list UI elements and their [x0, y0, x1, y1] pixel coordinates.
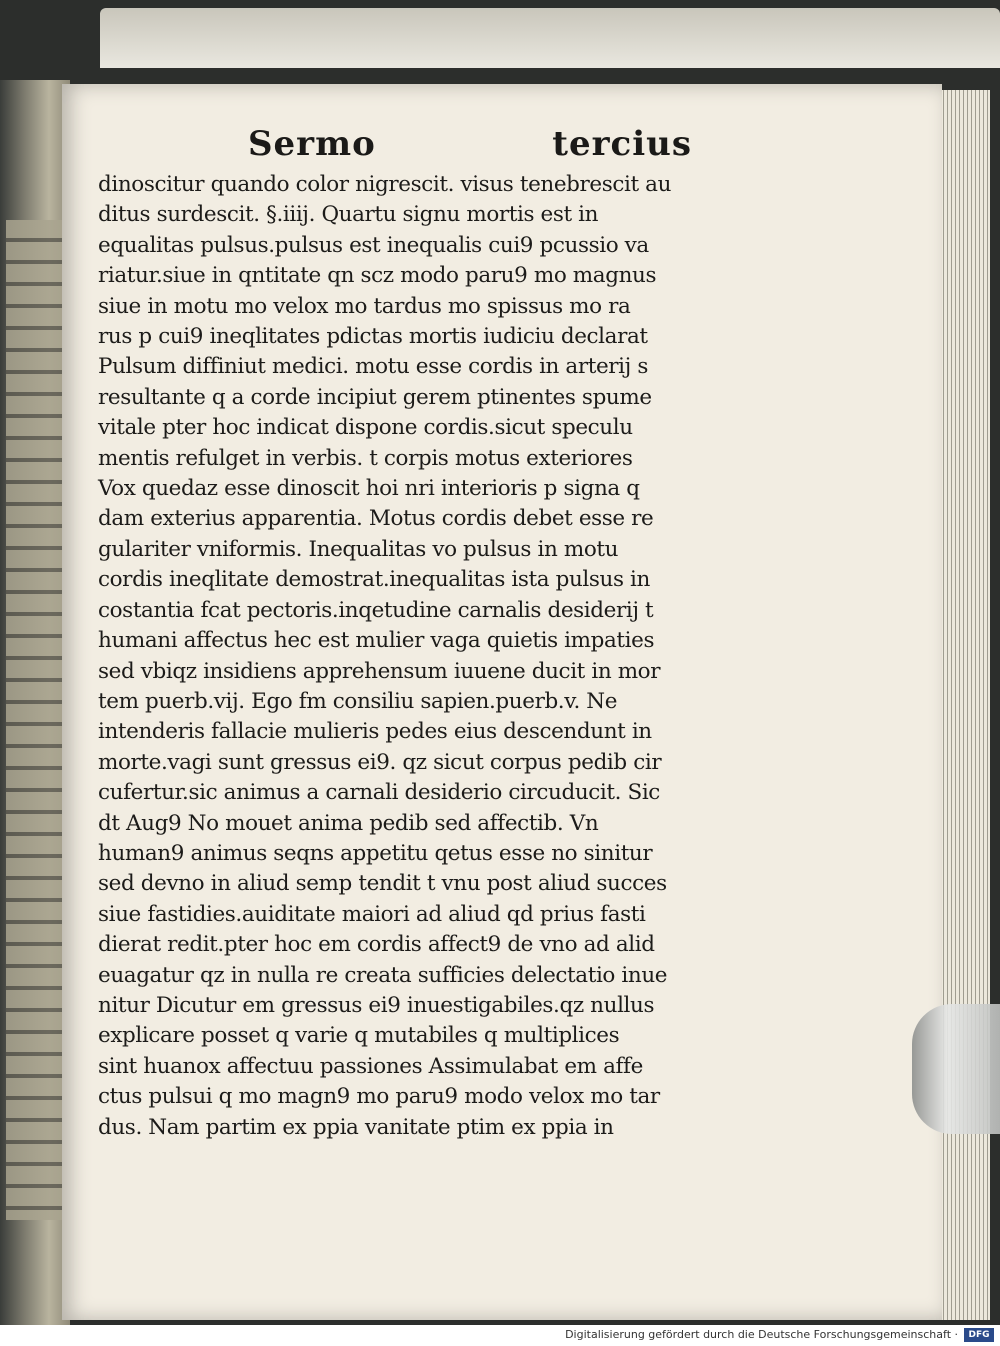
text-line: ditus surdescit. §.iiij. Quartu signu mortis est in [98, 202, 599, 228]
text-line: sed vbiqz insidiens apprehensum iuuene ducit in mor [98, 658, 661, 684]
text-line: tem puerb.vij. Ego fm consiliu sapien.puerb.v. Ne [98, 688, 618, 714]
text-line: riatur.siue in qntitate qn scz modo paru9 mo magnus [98, 263, 657, 289]
book-top-edge [100, 8, 1000, 68]
footer-credit: Digitalisierung gefördert durch die Deutsche Forschungsgemeinschaft · [565, 1328, 958, 1341]
text-line: cufertur.sic animus a carnali desiderio circuducit. Sic [98, 780, 660, 806]
text-line: siue fastidies.auiditate maiori ad aliud qd prius fasti [98, 901, 646, 927]
heading-right: tercius [552, 124, 692, 164]
facing-page-text-strip [6, 220, 66, 1220]
text-line: rus p cui9 ineqlitates pdictas mortis iudiciu declarat [98, 324, 648, 350]
text-line: humani affectus hec est mulier vaga quietis impaties [98, 628, 655, 654]
text-line: human9 animus seqns appetitu qetus esse no sinitur [98, 840, 653, 866]
text-line: dinoscitur quando color nigrescit. visus tenebrescit au [98, 172, 672, 197]
text-line: cordis ineqlitate demostrat.inequalitas ista pulsus in [98, 567, 650, 593]
text-line: Vox quedaz esse dinoscit hoi nri interioris p signa q [98, 476, 640, 502]
text-line: vitale pter hoc indicat dispone cordis.sicut speculu [98, 415, 633, 441]
text-line: mentis refulget in verbis. t corpis motus exteriores [98, 445, 633, 471]
footer-bar [0, 1325, 1000, 1346]
text-line: intenderis fallacie mulieris pedes eius descendunt in [98, 719, 652, 745]
text-line: siue in motu mo velox mo tardus mo spissus mo ra [98, 293, 631, 319]
text-line: gulariter vniformis. Inequalitas vo pulsus in motu [98, 536, 619, 562]
facing-page-edge [0, 80, 70, 1325]
page-text [98, 124, 812, 1143]
text-line: sint huanox affectuu passiones Assimulabat em affe [98, 1053, 643, 1079]
page-clip [912, 1004, 1000, 1134]
text-line: resultante q a corde incipiut gerem ptinentes spume [98, 384, 652, 410]
text-line: morte.vagi sunt gressus ei9. qz sicut corpus pedib cir [98, 749, 662, 775]
dfg-logo-icon: DFG [964, 1328, 994, 1342]
text-block [98, 170, 812, 1143]
text-line: dt Aug9 No mouet anima pedib sed affectib. Vn [98, 810, 599, 836]
text-line: nitur Dicutur em gressus ei9 inuestigabiles.qz nullus [98, 992, 655, 1018]
text-line: euagatur qz in nulla re creata sufficies delectatio inue [98, 962, 668, 988]
running-heading [98, 124, 812, 164]
text-line: costantia fcat pectoris.inqetudine carnalis desiderij t [98, 597, 654, 623]
text-line: Pulsum diffiniut medici. motu esse cordis in arterij s [98, 354, 648, 380]
text-line: dam exterius apparentia. Motus cordis debet esse re [98, 506, 654, 532]
text-line: dus. Nam partim ex ppia vanitate ptim ex ppia in [98, 1114, 614, 1140]
text-line: equalitas pulsus.pulsus est inequalis cui9 pcussio va [98, 232, 649, 258]
text-line: explicare posset q varie q mutabiles q multiplices [98, 1023, 620, 1049]
text-line: ctus pulsui q mo magn9 mo paru9 modo velox mo tar [98, 1084, 660, 1110]
text-line: dierat redit.pter hoc em cordis affect9 de vno ad alid [98, 932, 655, 958]
heading-left: Sermo [248, 124, 376, 164]
book-page [62, 84, 942, 1320]
text-line: sed devno in aliud semp tendit t vnu post aliud succes [98, 871, 667, 897]
